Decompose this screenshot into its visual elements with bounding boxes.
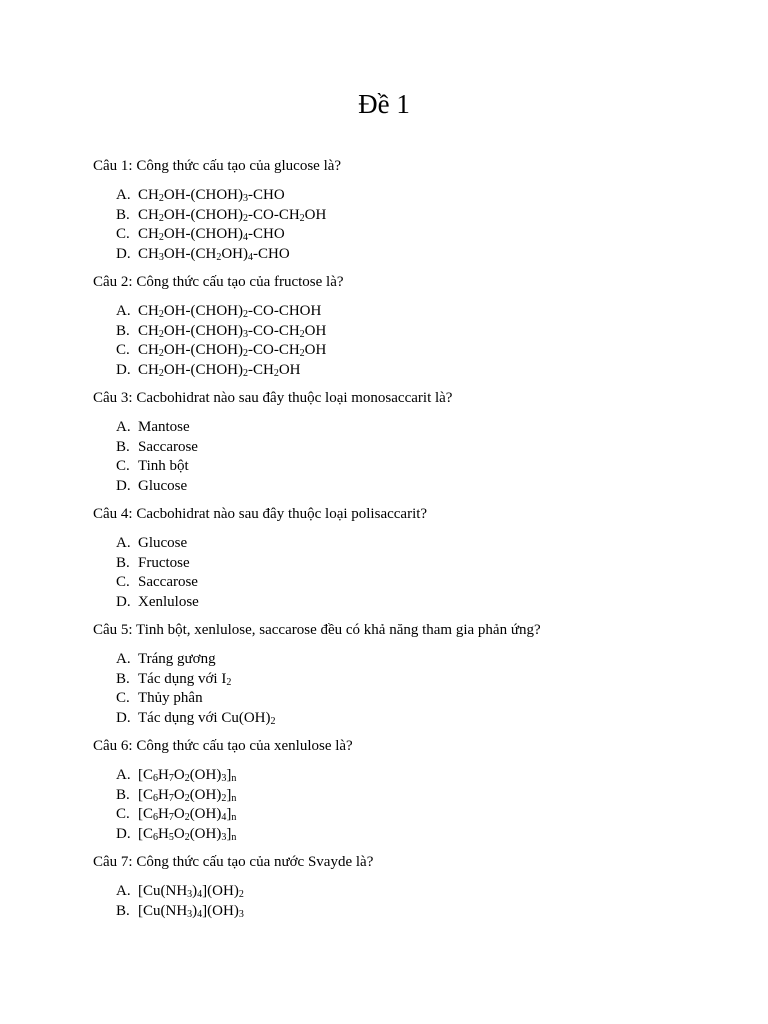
subscript: 2 (216, 251, 222, 263)
subscript: 2 (158, 232, 164, 243)
option-text (138, 303, 321, 319)
formula-part: CH (138, 342, 159, 358)
formula-part: Fructose (138, 554, 190, 571)
question-text: Câu 4: Cacbohidrat nào sau đây thuộc loại polisaccarit? (93, 506, 428, 522)
option-letter: D. (116, 593, 131, 610)
option-text (138, 767, 236, 783)
option-letter: C. (116, 806, 130, 822)
formula-part: CH (138, 187, 159, 203)
subscript: 2 (184, 792, 190, 804)
formula-part: ) (192, 902, 198, 919)
option-d (116, 361, 733, 381)
option-letter: D. (116, 709, 131, 726)
option-a (116, 534, 733, 554)
formula-part: OH-(CHOH) (163, 322, 243, 339)
formula-part: (OH) (189, 825, 222, 842)
option-text (138, 787, 236, 803)
option-text (138, 207, 326, 223)
formula-part: ](OH) (202, 883, 239, 899)
option-letter: A. (116, 767, 131, 783)
formula-part: Xenlulose (138, 593, 199, 610)
formula-part: ](OH) (202, 902, 239, 919)
formula-part: Tinh bột (138, 458, 189, 474)
option-letter: A. (116, 651, 131, 667)
subscript: 2 (158, 309, 164, 320)
formula-part: OH (304, 322, 327, 339)
option-c (116, 225, 733, 245)
option-letter: D. (116, 361, 131, 378)
formula-part: ] (226, 767, 232, 783)
formula-part: [Cu(NH (138, 883, 188, 899)
option-text (138, 594, 199, 610)
formula-part: ] (226, 806, 232, 822)
subscript: 7 (168, 773, 174, 784)
formula-part: CH (138, 322, 159, 339)
formula-part: O (173, 786, 185, 803)
option-list (93, 650, 733, 728)
option-letter: A. (116, 303, 131, 319)
formula-part: H (158, 825, 169, 842)
option-letter: B. (116, 322, 130, 339)
option-text (138, 342, 326, 358)
subscript: 3 (221, 773, 227, 784)
option-list (93, 186, 733, 264)
option-text (138, 671, 231, 687)
subscript: n (231, 773, 237, 784)
subscript: 2 (226, 676, 232, 688)
option-d (116, 245, 733, 265)
subscript: 2 (299, 212, 305, 224)
option-letter: B. (116, 670, 130, 687)
formula-part: Saccarose (138, 438, 198, 455)
option-text (138, 535, 187, 551)
option-letter: A. (116, 535, 131, 551)
formula-part: -CH (248, 361, 274, 378)
subscript: 2 (158, 193, 164, 204)
formula-part: -CHO (248, 226, 285, 242)
question-2 (93, 272, 733, 380)
formula-part: H (158, 806, 169, 822)
option-a (116, 302, 733, 322)
question-7 (93, 852, 733, 921)
question-6 (93, 736, 733, 844)
formula-part: OH (304, 342, 327, 358)
option-d (116, 477, 733, 497)
subscript: 2 (273, 367, 279, 379)
formula-part: OH-(CHOH) (163, 361, 243, 378)
subscript: 3 (187, 908, 193, 920)
formula-part: OH-(CHOH) (163, 226, 243, 242)
formula-part: ) (192, 883, 198, 899)
formula-part: CH (138, 206, 159, 223)
option-a (116, 766, 733, 786)
formula-part: CH (138, 303, 159, 319)
formula-part: (OH) (189, 786, 222, 803)
option-a (116, 650, 733, 670)
question-5 (93, 620, 733, 728)
option-d (116, 709, 733, 729)
formula-part: [C (138, 786, 153, 803)
formula-part: H (158, 786, 169, 803)
subscript: 4 (221, 812, 227, 823)
formula-part: O (173, 806, 185, 822)
option-list (93, 302, 733, 380)
formula-part: H (158, 767, 169, 783)
question-text: Câu 7: Công thức cấu tạo của nước Svayde là? (93, 854, 374, 870)
subscript: 2 (238, 889, 244, 900)
question-3 (93, 388, 733, 496)
subscript: 6 (153, 792, 158, 804)
formula-part: -CHO (248, 187, 285, 203)
option-text (138, 903, 244, 919)
option-b (116, 554, 733, 574)
option-text (138, 555, 190, 571)
option-letter: C. (116, 574, 130, 590)
option-letter: D. (116, 477, 131, 494)
option-text (138, 362, 301, 378)
option-text (138, 883, 244, 899)
subscript: 2 (158, 348, 164, 359)
option-text (138, 323, 326, 339)
option-d (116, 593, 733, 613)
subscript: 2 (243, 348, 248, 359)
option-c (116, 805, 733, 825)
option-b (116, 670, 733, 690)
subscript: 3 (221, 831, 227, 843)
option-letter: C. (116, 342, 130, 358)
option-a (116, 882, 733, 902)
formula-part: CH (138, 245, 159, 262)
option-text (138, 806, 236, 822)
option-letter: D. (116, 825, 131, 842)
option-d (116, 825, 733, 845)
formula-part: OH-(CHOH) (163, 187, 243, 203)
subscript: 3 (158, 251, 164, 263)
subscript: 5 (168, 831, 174, 843)
subscript: 4 (248, 251, 254, 263)
document-title: Đề 1 (358, 89, 410, 119)
formula-part: OH (304, 206, 327, 223)
option-list (93, 418, 733, 496)
option-text (138, 574, 198, 590)
subscript: 7 (168, 812, 174, 823)
option-list (93, 766, 733, 844)
formula-part: [C (138, 767, 153, 783)
subscript: 3 (238, 908, 244, 920)
subscript: 6 (153, 812, 158, 823)
subscript: 3 (187, 889, 193, 900)
formula-part: O (173, 825, 185, 842)
formula-part: OH-(CHOH) (163, 342, 243, 358)
option-text (138, 478, 187, 494)
subscript: 2 (184, 812, 190, 823)
option-text (138, 826, 236, 842)
option-b (116, 902, 733, 922)
option-letter: B. (116, 206, 130, 223)
subscript: 2 (299, 328, 305, 340)
option-b (116, 206, 733, 226)
subscript: 2 (184, 773, 190, 784)
option-letter: A. (116, 187, 131, 203)
subscript: 2 (270, 715, 276, 727)
formula-part: OH (278, 361, 301, 378)
option-a (116, 418, 733, 438)
subscript: 6 (153, 773, 158, 784)
question-text: Câu 3: Cacbohidrat nào sau đây thuộc loại monosaccarit là? (93, 390, 453, 406)
formula-part: -CO-CH (248, 342, 300, 358)
option-list (93, 882, 733, 921)
subscript: n (231, 792, 237, 804)
subscript: 2 (221, 792, 227, 804)
option-text (138, 187, 285, 203)
subscript: 2 (243, 212, 248, 224)
option-letter: A. (116, 883, 131, 899)
formula-part: CH (138, 361, 159, 378)
formula-part: Tác dụng với I (138, 670, 227, 687)
formula-part: OH) (221, 245, 249, 262)
option-letter: B. (116, 902, 130, 919)
option-text (138, 226, 285, 242)
option-text (138, 458, 189, 474)
subscript: 3 (243, 193, 248, 204)
formula-part: [C (138, 825, 153, 842)
option-text (138, 439, 198, 455)
formula-part: -CO-CH (248, 206, 300, 223)
subscript: 4 (197, 908, 203, 920)
option-b (116, 322, 733, 342)
subscript: 2 (158, 212, 164, 224)
option-c (116, 457, 733, 477)
formula-part: OH-(CHOH) (163, 206, 243, 223)
formula-part: (OH) (189, 767, 222, 783)
option-letter: B. (116, 438, 130, 455)
option-list (93, 534, 733, 612)
option-c (116, 573, 733, 593)
question-list (93, 156, 733, 929)
option-text (138, 651, 216, 667)
formula-part: Thủy phân (138, 690, 203, 706)
option-b (116, 438, 733, 458)
subscript: 2 (158, 328, 164, 340)
subscript: 6 (153, 831, 158, 843)
formula-part: OH-(CHOH) (163, 303, 243, 319)
option-b (116, 786, 733, 806)
formula-part: Tác dụng với Cu(OH) (138, 709, 271, 726)
question-1 (93, 156, 733, 264)
subscript: 4 (243, 232, 248, 243)
formula-part: CH (138, 226, 159, 242)
subscript: 7 (168, 792, 174, 804)
option-text (138, 710, 276, 726)
option-letter: D. (116, 245, 131, 262)
option-text (138, 419, 190, 435)
option-letter: B. (116, 786, 130, 803)
formula-part: ] (226, 825, 232, 842)
option-c (116, 341, 733, 361)
formula-part: Tráng gương (138, 651, 216, 667)
subscript: 3 (243, 328, 248, 340)
question-4 (93, 504, 733, 612)
option-letter: C. (116, 690, 130, 706)
formula-part: Glucose (138, 477, 188, 494)
formula-part: (OH) (189, 806, 222, 822)
subscript: n (231, 831, 237, 843)
formula-part: Glucose (138, 535, 188, 551)
option-text (138, 690, 203, 706)
formula-part: OH-(CH (163, 245, 217, 262)
subscript: 4 (197, 889, 203, 900)
question-text: Câu 1: Công thức cấu tạo của glucose là? (93, 158, 342, 174)
question-text: Câu 2: Công thức cấu tạo của fructose là? (93, 274, 344, 290)
option-a (116, 186, 733, 206)
option-letter: C. (116, 226, 130, 242)
formula-part: ] (226, 786, 232, 803)
option-letter: B. (116, 554, 130, 571)
formula-part: Saccarose (138, 574, 198, 590)
formula-part: [Cu(NH (138, 902, 188, 919)
option-letter: A. (116, 419, 131, 435)
subscript: 2 (299, 348, 305, 359)
subscript: 2 (243, 309, 248, 320)
subscript: 2 (243, 367, 248, 379)
option-letter: C. (116, 458, 130, 474)
option-text (138, 246, 290, 262)
subscript: 2 (158, 367, 164, 379)
subscript: n (231, 812, 237, 823)
question-text: Câu 5: Tinh bột, xenlulose, saccarose đều có khả năng tham gia phản ứng? (93, 622, 541, 638)
formula-part: [C (138, 806, 153, 822)
subscript: 2 (184, 831, 190, 843)
formula-part: O (173, 767, 185, 783)
question-text: Câu 6: Công thức cấu tạo của xenlulose là? (93, 738, 353, 754)
formula-part: -CO-CH (248, 322, 300, 339)
formula-part: -CHO (253, 245, 290, 262)
option-c (116, 689, 733, 709)
formula-part: -CO-CHOH (248, 303, 322, 319)
formula-part: Mantose (138, 419, 190, 435)
